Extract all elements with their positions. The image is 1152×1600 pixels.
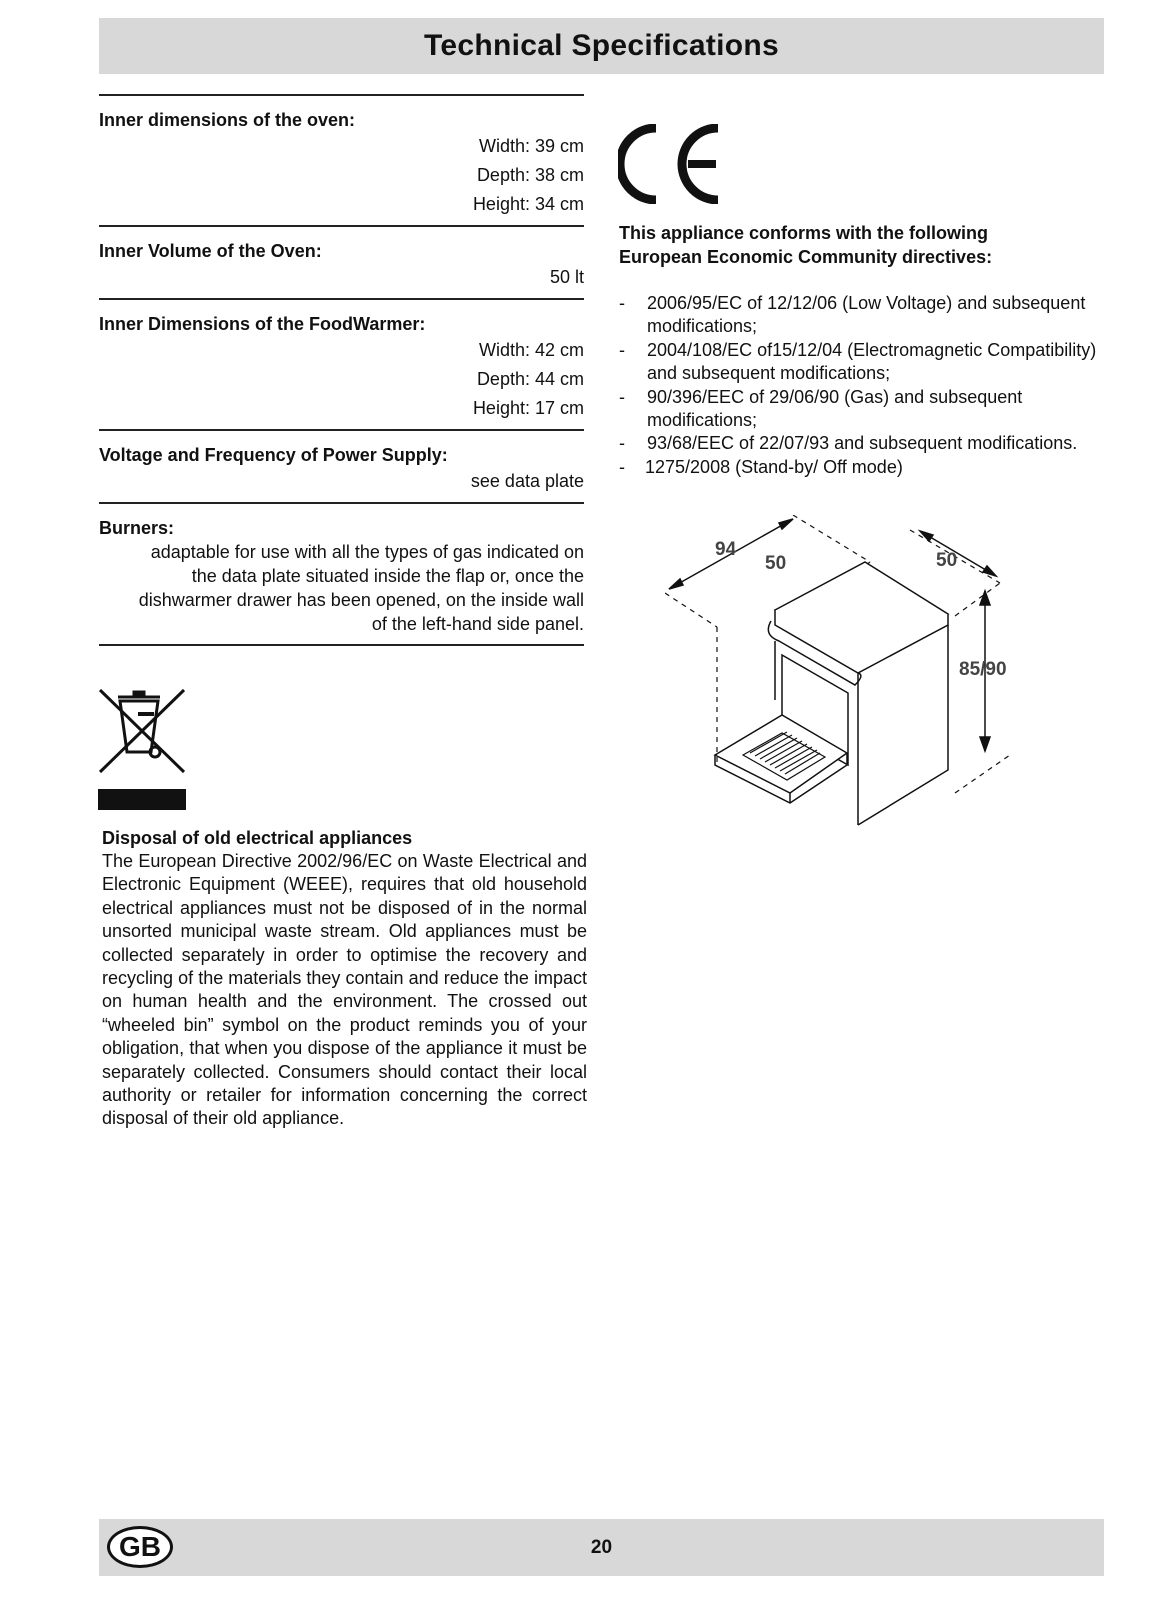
dimension-height-label: 85/90 [959,659,1007,680]
spec-oven-volume [99,225,584,298]
burners-line: of the left-hand side panel. [371,614,584,634]
burners-line: adaptable for use with all the types of gas indicated on [150,542,584,562]
spec-height: Height: 17 cm [472,398,584,418]
dimension-depth-label: 50 [765,553,787,574]
directive-item [619,386,1119,433]
spec-title: Inner dimensions of the oven: [99,110,356,130]
spec-values [99,467,584,496]
spec-width: Width: 39 cm [478,136,584,156]
conformity-line: European Economic Community directives: [619,247,993,267]
footer-bar [99,1519,1104,1576]
directive-item [619,432,1119,455]
dimension-width-label: 94 [715,539,737,560]
spec-depth: Depth: 44 cm [476,369,584,389]
directive-text: 2004/108/EC of15/12/04 (Electromagnetic Compatibility) and subsequent modifications; [647,339,1097,384]
spec-power-supply [99,429,584,502]
specifications-list [99,94,584,646]
spec-burners-text [99,540,584,638]
ce-mark-icon [618,124,728,204]
disposal-section [102,826,587,1131]
list-dash: - [619,456,625,477]
directive-item [619,456,1119,479]
spec-width: Width: 42 cm [478,340,584,360]
spec-oven-dimensions [99,94,584,225]
country-badge: GB [107,1526,173,1568]
spec-values [99,132,584,219]
directive-item [619,292,1119,339]
page-number: 20 [590,1536,613,1558]
spec-title: Burners: [99,518,175,538]
directives-list [619,292,1119,479]
spec-height: Height: 34 cm [472,194,584,214]
spec-title: Voltage and Frequency of Power Supply: [99,445,448,465]
cooker-dimensions-diagram [665,515,1045,855]
list-dash: - [619,293,625,313]
list-dash: - [619,339,625,360]
crossed-wheeled-bin-icon [98,688,186,813]
spec-warmer-dimensions [99,298,584,429]
conformity-line: This appliance conforms with the following [619,223,989,243]
spec-burners [99,502,584,646]
dimension-depth-label: 50 [936,550,958,571]
conformity-statement [619,221,1119,269]
page-title: Technical Specifications [423,29,780,62]
spec-depth: Depth: 38 cm [476,165,584,185]
spec-values [99,336,584,423]
directive-text: 1275/2008 (Stand-by/ Off mode) [645,456,903,477]
directive-text: 2006/95/EC of 12/12/06 (Low Voltage) and subsequent modifications; [647,293,1086,337]
spec-power-value: see data plate [470,471,584,491]
list-dash: - [619,433,625,454]
spec-volume: 50 lt [549,267,584,287]
disposal-title: Disposal of old electrical appliances [102,828,413,848]
directive-item [619,339,1119,386]
spec-title: Inner Volume of the Oven: [99,241,322,261]
spec-values [99,263,584,292]
burners-line: dishwarmer drawer has been opened, on the inside wall [138,590,584,610]
directive-text: 93/68/EEC of 22/07/93 and subsequent modifications. [647,433,1078,454]
header-bar [99,18,1104,74]
list-dash: - [619,386,625,407]
burners-line: the data plate situated inside the flap or, once the [191,566,584,586]
directive-text: 90/396/EEC of 29/06/90 (Gas) and subsequent modifications; [647,386,1023,431]
disposal-text: The European Directive 2002/96/EC on Waste Electrical and Electronic Equipment (WEEE), requires that old household electrical appliances must not be disposed of in the normal unsorted municipal waste stream. Old appliances must be collected separately in order to optimise the recovery and recycling of the materials they contain and reduce the impact on human health and the environment. The crossed out “wheeled bin” symbol on the product reminds you of your obligation, that when you dispose of the appliance it must be separately collected. Consumers should contact their local authority or retailer for information concerning the correct disposal of their old appliance. [102,851,587,1129]
spec-title: Inner Dimensions of the FoodWarmer: [99,314,426,334]
